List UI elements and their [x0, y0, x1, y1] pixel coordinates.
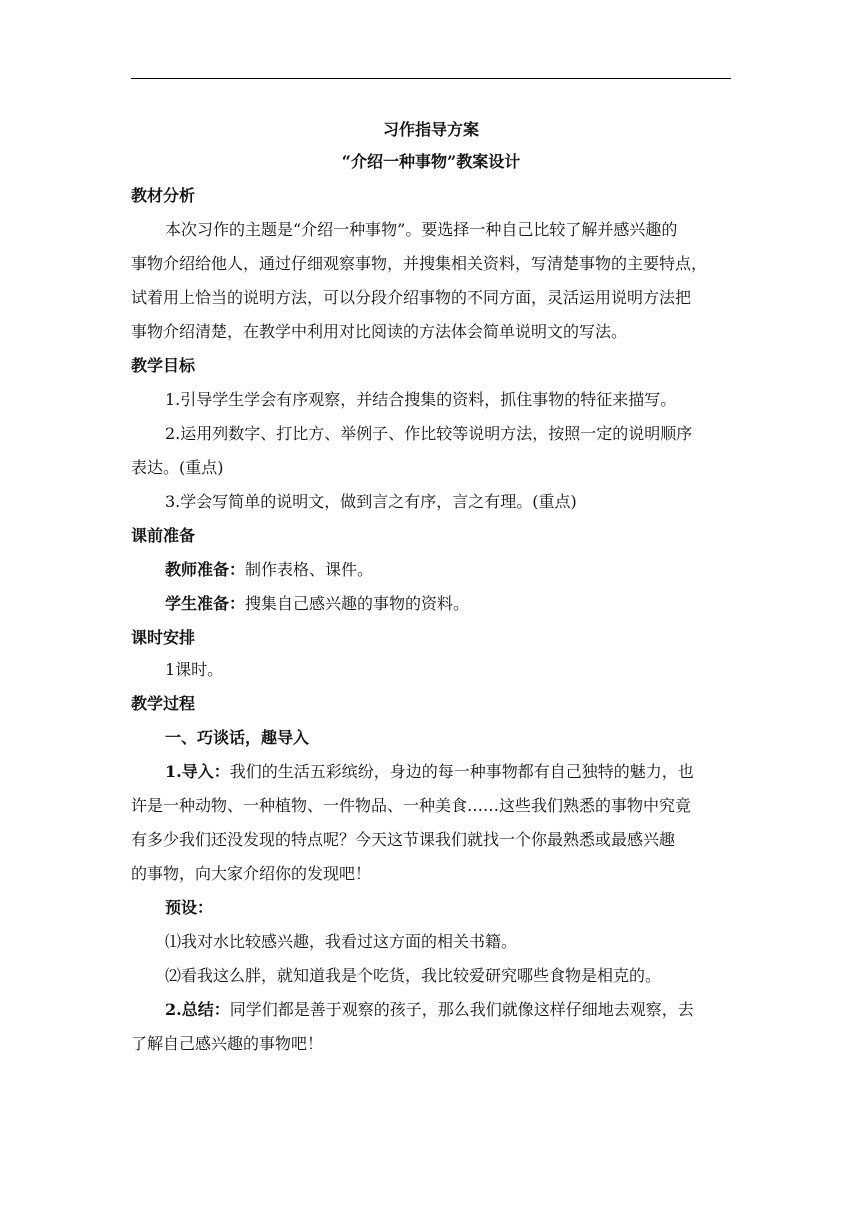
section-heading-prep: 课前准备: [131, 526, 196, 545]
intro-line-2: 许是一种动物、一种植物、一件物品、一种美食……这些我们熟悉的事物中究竟: [131, 796, 692, 815]
intro-label: 1.导入：: [165, 762, 230, 781]
goal-item-2: 2.运用列数字、打比方、举例子、作比较等说明方法，按照一定的说明顺序: [165, 424, 693, 443]
prep-student-label: 学生准备：: [165, 594, 246, 613]
summary-line-1: [131, 1000, 765, 1020]
prep-student: [131, 594, 765, 614]
analysis-line-3: 试着用上恰当的说明方法，可以分段介绍事物的不同方面，灵活运用说明方法把: [131, 288, 692, 307]
schedule-text: 1课时。: [165, 660, 224, 679]
section-heading-analysis: 教材分析: [131, 186, 196, 205]
intro-text-1: 我们的生活五彩缤纷，身边的每一种事物都有自己独特的魅力，也: [229, 762, 694, 781]
intro-line-4: 的事物，向大家介绍你的发现吧！: [131, 864, 372, 883]
goal-item-3: 3.学会写简单的说明文，做到言之有序，言之有理。(重点): [165, 492, 577, 511]
preset-label: 预设：: [165, 898, 214, 917]
process-subheading: 一、巧谈话，趣导入: [165, 728, 310, 747]
analysis-line-4: 事物介绍清楚，在教学中利用对比阅读的方法体会简单说明文的写法。: [131, 322, 628, 341]
summary-line-2: 了解自己感兴趣的事物吧！: [131, 1034, 324, 1053]
preset-item-1: ⑴我对水比较感兴趣，我看过这方面的相关书籍。: [165, 932, 518, 951]
preset-item-2: ⑵看我这么胖，就知道我是个吃货，我比较爱研究哪些食物是相克的。: [165, 966, 662, 985]
prep-student-text: 搜集自己感兴趣的事物的资料。: [245, 594, 470, 613]
summary-label: 2.总结：: [165, 1000, 230, 1019]
document-subtitle: “介绍一种事物”教案设计: [341, 152, 521, 171]
document-title: 习作指导方案: [382, 120, 479, 139]
prep-teacher-text: 制作表格、课件。: [245, 560, 374, 579]
goal-item-2-cont: 表达。(重点): [131, 458, 224, 477]
goal-item-1: 1.引导学生学会有序观察，并结合搜集的资料，抓住事物的特征来描写。: [165, 390, 677, 409]
header-rule: [131, 78, 731, 79]
summary-text-1: 同学们都是善于观察的孩子，那么我们就像这样仔细地去观察，去: [229, 1000, 694, 1019]
prep-teacher: [131, 560, 765, 580]
intro-line-3: 有多少我们还没发现的特点呢？今天这节课我们就找一个你最熟悉或最感兴趣: [131, 830, 676, 849]
section-heading-process: 教学过程: [131, 694, 196, 713]
analysis-line-1: 本次习作的主题是“介绍一种事物”。要选择一种自己比较了解并感兴趣的: [165, 220, 678, 239]
section-heading-goals: 教学目标: [131, 356, 196, 375]
analysis-line-2: 事物介绍给他人，通过仔细观察事物，并搜集相关资料，写清楚事物的主要特点，: [131, 254, 708, 273]
section-heading-schedule: 课时安排: [131, 628, 196, 647]
intro-line-1: [131, 762, 765, 782]
prep-teacher-label: 教师准备：: [165, 560, 246, 579]
